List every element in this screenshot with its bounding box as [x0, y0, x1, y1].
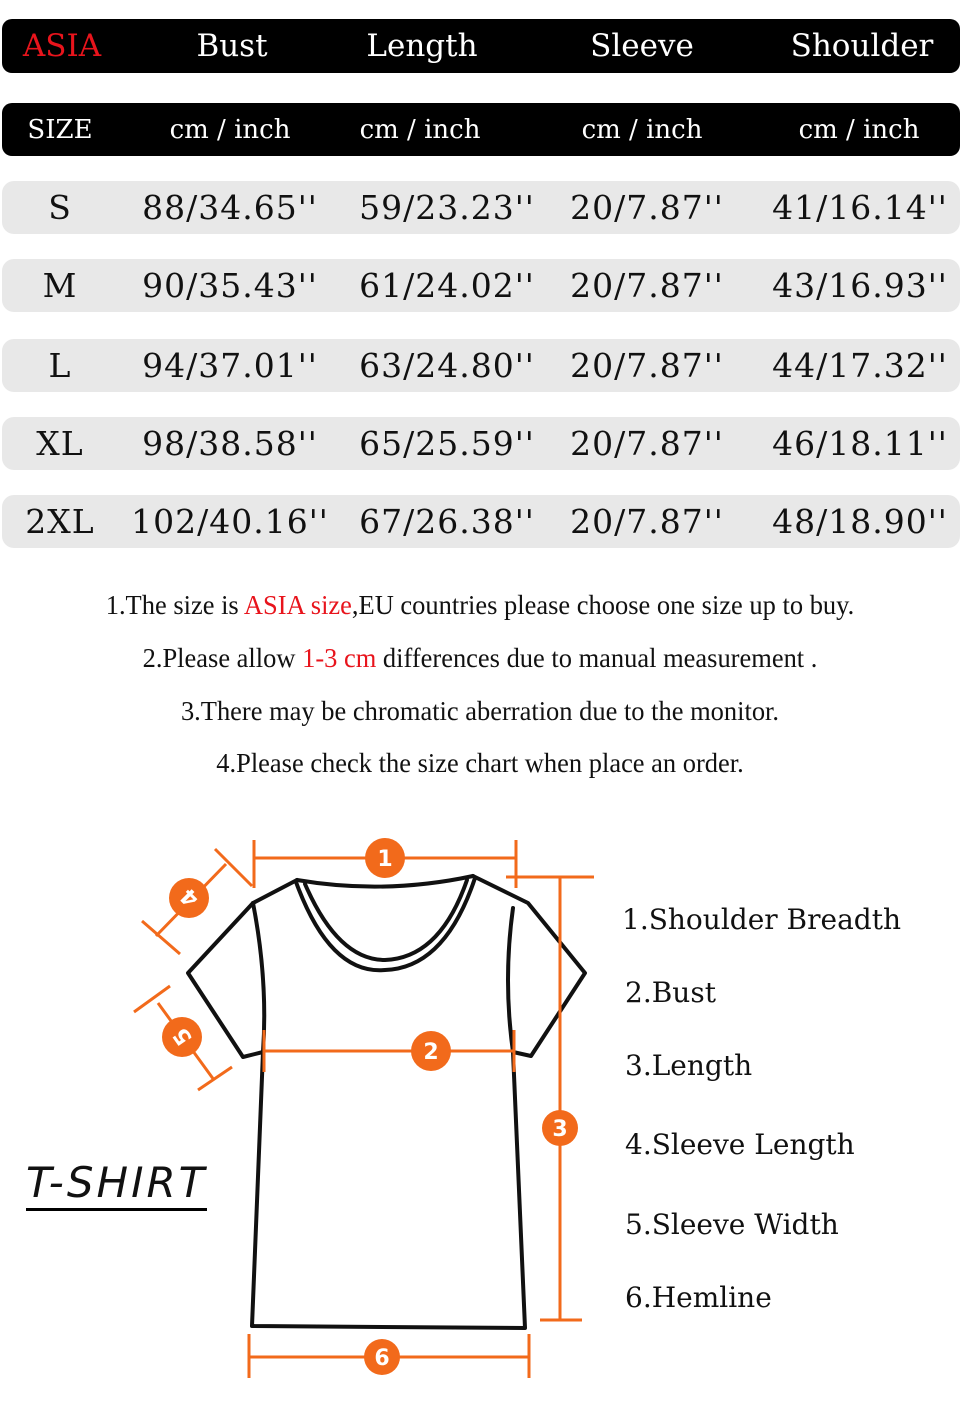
size-cell: S: [48, 188, 72, 227]
shoulder-cell: 44/17.32'': [772, 346, 948, 385]
unit-label-sleeve: cm / inch: [581, 114, 703, 145]
note-line-3: 3.There may be chromatic aberration due to the monitor.: [180, 696, 780, 726]
note-line-4: 4.Please check the size chart when place an order.: [216, 748, 744, 778]
note-text: ,EU countries please choose one size up to buy.: [351, 590, 855, 620]
sleeve-cell: 20/7.87'': [570, 424, 724, 463]
marker-1-icon: [365, 838, 405, 878]
marker-3-icon: [542, 1110, 578, 1146]
length-cell: 63/24.80'': [359, 346, 535, 385]
tshirt-outline-icon: [188, 876, 585, 1328]
sleeve-cell: 20/7.87'': [570, 502, 724, 541]
column-header-shoulder: Shoulder: [790, 28, 934, 64]
marker-5-icon: [162, 1017, 202, 1057]
sleeve-cell: 20/7.87'': [570, 266, 724, 305]
garment-label: T-SHIRT: [26, 1158, 207, 1211]
length-cell: 65/25.59'': [359, 424, 535, 463]
note-highlight: 1-3 cm: [302, 643, 377, 673]
size-cell: 2XL: [25, 502, 95, 541]
legend-item: 1.Shoulder Breadth: [622, 903, 901, 936]
svg-text:3: 3: [552, 1117, 568, 1142]
length-cell: 59/23.23'': [359, 188, 535, 227]
legend-item: 3.Length: [625, 1049, 753, 1082]
svg-text:1: 1: [377, 847, 393, 872]
length-cell: 61/24.02'': [359, 266, 535, 305]
column-header-length: Length: [366, 28, 478, 64]
svg-text:4: 4: [175, 882, 205, 912]
shoulder-cell: 43/16.93'': [772, 266, 948, 305]
bust-cell: 90/35.43'': [142, 266, 318, 305]
size-cell: M: [42, 266, 78, 305]
svg-text:5: 5: [168, 1022, 198, 1050]
marker-6-icon: [364, 1339, 400, 1375]
svg-text:2: 2: [423, 1040, 439, 1065]
sleeve-cell: 20/7.87'': [570, 188, 724, 227]
legend-item: 6.Hemline: [625, 1281, 772, 1314]
note-highlight: ASIA size: [243, 590, 352, 620]
shoulder-cell: 46/18.11'': [772, 424, 948, 463]
sleeve-cell: 20/7.87'': [570, 346, 724, 385]
note-text: 1.The size is: [105, 590, 244, 620]
bust-cell: 102/40.16'': [131, 502, 329, 541]
marker-2-icon: [411, 1031, 451, 1071]
column-header-sleeve: Sleeve: [590, 28, 694, 64]
shoulder-cell: 41/16.14'': [772, 188, 948, 227]
note-text: 2.Please allow: [142, 643, 303, 673]
unit-label-length: cm / inch: [359, 114, 481, 145]
column-header-bust: Bust: [196, 28, 268, 64]
legend-item: 2.Bust: [625, 976, 716, 1009]
size-cell: XL: [36, 424, 84, 463]
size-cell: L: [48, 346, 72, 385]
size-label: SIZE: [27, 114, 93, 145]
bust-cell: 94/37.01'': [142, 346, 318, 385]
region-label: ASIA: [22, 28, 102, 64]
legend-item: 4.Sleeve Length: [625, 1128, 855, 1161]
bust-cell: 88/34.65'': [142, 188, 318, 227]
bust-cell: 98/38.58'': [142, 424, 318, 463]
svg-text:6: 6: [374, 1346, 390, 1371]
marker-4-icon: [169, 878, 209, 918]
shoulder-cell: 48/18.90'': [772, 502, 948, 541]
unit-label-bust: cm / inch: [169, 114, 291, 145]
length-cell: 67/26.38'': [359, 502, 535, 541]
unit-label-shoulder: cm / inch: [798, 114, 920, 145]
note-text: differences due to manual measurement .: [376, 643, 818, 673]
legend-item: 5.Sleeve Width: [625, 1208, 839, 1241]
